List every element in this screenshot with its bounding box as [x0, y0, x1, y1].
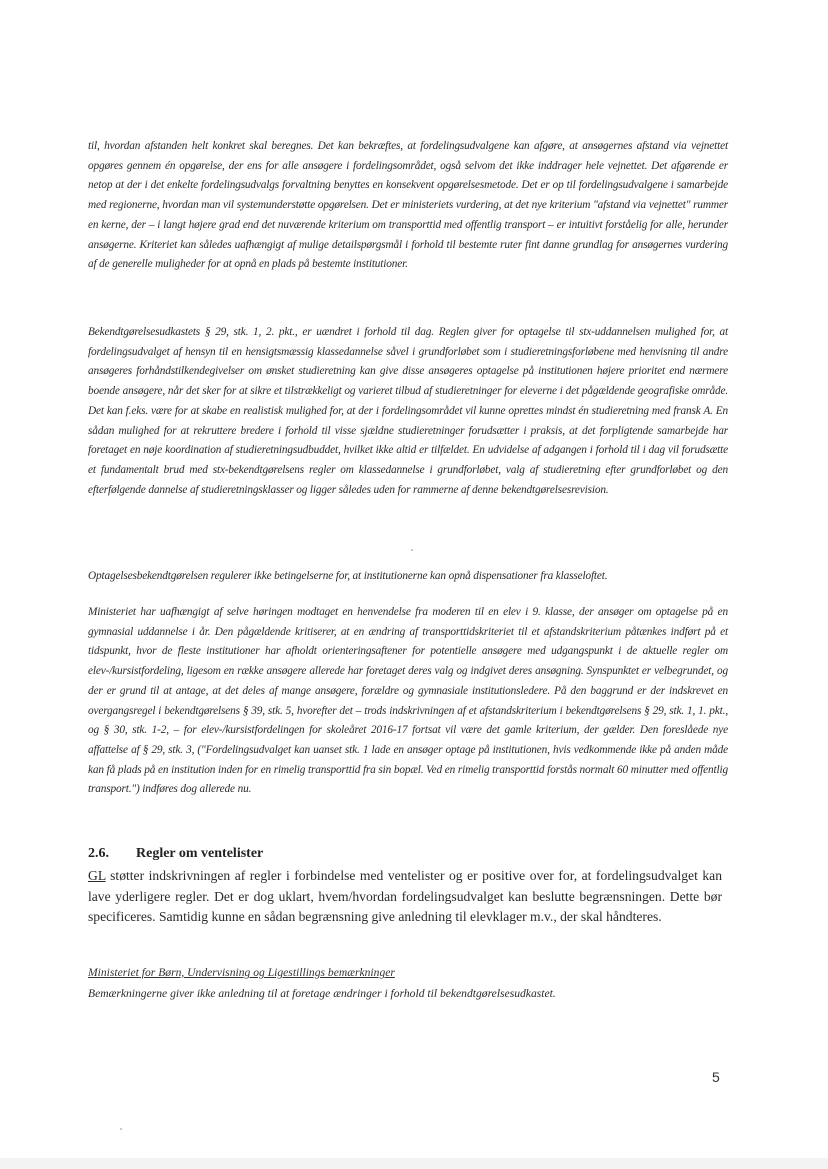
organization-abbreviation: GL [88, 868, 106, 883]
paragraph-transition-rule: Ministeriet har uafhængigt af selve høringen modtaget en henvendelse fra moderen til en elev i 9. klasse, der ansøger om optagelse på en gymnasial uddannelse i år. Den pågældende kritiserer, at en ændring af transporttidskriteriet til et afstandskriterium påtænkes indført på et tidspunkt, hvor de fleste institutioner har afholdt orienteringsaftener for potentielle ansøgere med udgangspunkt i de aktuelle regler om elev-/kursistfordeling, ligesom en række ansøgere allerede har foretaget deres valg og indgivet deres ansøgning. Synspunktet er velbegrundet, og der er grund til at antage, at det deles af mange ansøgere, forældre og gymnasiale institutionsledere. På den baggrund er der indskrevet en overgangsregel i bekendtgørelsens § 39, stk. 5, hvorefter det – trods indskrivningen af et afstandskriterium i bekendtgørelsens § 29, stk. 1, 1. pkt., og § 30, stk. 1-2, – for elev-/kursistfordelingen for skoleåret 2016-17 fortsat vil være det gamle kriterium, der gælder. Den foreslåede nye affattelse af § 29, stk. 3, ("Fordelingsudvalget kan uanset stk. 1 lade en ansøger optage på institutionen, hvis vedkommende ikke på anden måde kan få plads på en institution inden for en rimelig transporttid fra sin bopæl. Ved en rimelig transporttid forstås normalt 60 minutter med offentlig transport.") indføres dog allerede nu. [88, 606, 728, 796]
section-number: 2.6. [88, 846, 109, 861]
scan-bottom-edge [0, 1158, 828, 1169]
ministry-comments-heading: Ministeriet for Børn, Undervisning og Ligestillings bemærkninger [88, 966, 395, 979]
section-heading [88, 846, 263, 862]
scan-speck [411, 549, 413, 551]
section-title: Regler om ventelister [136, 846, 264, 861]
body-paragraph-text: støtter indskrivningen af regler i forbindelse med ventelister og er positive over for, at fordelingsudvalget kan lave yderligere regler. Det er dog uklart, hvem/hvordan fordelingsudvalget kan beslutte begrænsningen. Dette bør specificeres. Samtidig kunne en sådan begrænsning give anledning til elevklager m.v., der skal håndteres. [88, 868, 722, 925]
scan-speck [120, 1128, 122, 1130]
paragraph-class-ceiling: Optagelsesbekendtgørelsen regulerer ikke betingelserne for, at institutionerne kan opnå dispensationer fra klasseloftet. [88, 570, 608, 582]
page-number: 5 [712, 1069, 720, 1085]
paragraph-distance-calculation: til, hvordan afstanden helt konkret skal beregnes. Det kan bekræftes, at fordelingsudvalgene kan afgøre, at ansøgernes afstand via vejnettet opgøres gennem én opgørelse, der ens for alle ansøgere i fordelingsområdet, også selvom det ikke inddrager hele vejnettet. Det afgørende er netop at der i det enkelte fordelingsudvalgs forvaltning benyttes en konsekvent opgørelsesmetode. Det er op til fordelingsudvalgene i samarbejde med regionerne, hvordan man vil systemunderstøtte opgørelsen. Det er ministeriets vurdering, at det nye kriterium "afstand via vejnettet" rummer en kerne, der – i langt højere grad end det nuværende kriterium om transporttid med offentlig transport – er intuitivt forståelig for alle, herunder ansøgerne. Kriteriet kan således uafhængigt af mulige detailspørgsmål i forhold til bestemte ruter fint danne grundlag for ansøgernes vurdering af de generelle muligheder for at opnå en plads på bestemte institutioner. [88, 140, 728, 271]
body-paragraph-waitlists [88, 866, 722, 928]
ministry-comments-text: Bemærkningerne giver ikke anledning til at foretage ændringer i forhold til bekendtgørelsesudkastet. [88, 987, 556, 1000]
paragraph-section-29-stk-1: Bekendtgørelsesudkastets § 29, stk. 1, 2. pkt., er uændret i forhold til dag. Reglen giver for optagelse til stx-uddannelsen mulighed for, at fordelingsudvalget af hensyn til en hensigtsmæssig klassedannelse såvel i grundforløbet som i studieretningsforløbene med henvisning til andre ansøgeres forhåndstilkendegivelser om ønsket studieretning kan give disse ansøgeres optagelse på institutionen højere prioritet end nærmere boende ansøgere, når det sker for at sikre et tilstrækkeligt og varieret tilbud af studieretninger for eleverne i det pågældende geografiske område. Det kan f.eks. være for at skabe en realistisk mulighed for, at der i fordelingsområdet vil kunne oprettes mindst én studieretning med fransk A. En sådan mulighed for at rekruttere bredere i forhold til visse sjældne studieretninger forudsætter i praksis, at det forpligtende samarbejde har foretaget en nøje koordination af studieretningsudbuddet, hvilket ikke altid er tilfældet. En udvidelse af adgangen i forhold til i dag vil forudsætte et fundamentalt brud med stx-bekendtgørelsens regler om klassedannelse i grundforløbet, valg af studieretning efter grundforløbet og den efterfølgende dannelse af studieretningsklasser og ligger således uden for rammerne af denne bekendtgørelsesrevision. [88, 326, 728, 496]
